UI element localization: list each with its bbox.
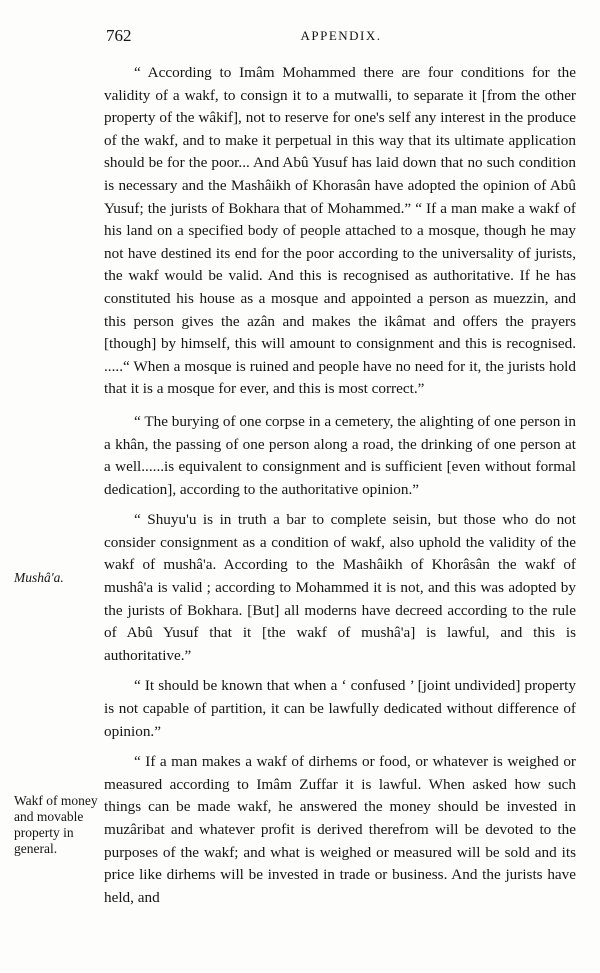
- paragraph-confused-property: “ It should be known that when a ‘ confused ’ [joint undivided] property is not capable of partition, it can be lawfully dedicated without difference of opinion.”: [104, 677, 576, 740]
- paragraph-shuyuu: “ Shuyu'u is in truth a bar to complete seisin, but those who do not consider consignment as a condition of wakf, also uphold the validity of the wakf of mushâ'a. According to the Mashâikh of Khorâsân the wakf of mushâ'a is valid ; according to Mohammed it is not, and this was adopted by the jurists of Bokhara. [But] all moderns have decreed according to the rule of Abû Yusuf that it [the wakf of mushâ'a] is lawful, and this is authoritative.”: [104, 511, 576, 664]
- running-head: APPENDIX.: [300, 28, 382, 43]
- paragraph-conditions-of-wakf: “ According to Imâm Mohammed there are four conditions for the validity of a wakf, to consign it to a mutwalli, to separate it [from the other property of the wâkif], not to reserve for one's self any interest in the produce of the wakf, and to make it perpetual in this way that its ultimate application should be for the poor... And Abû Yusuf has laid down that no such condition is necessary and the Mashâikh of Khorasân have adopted the opinion of Abû Yusuf; the jurists of Bokhara that of Mohammed.” “ If a man make a wakf of his land on a specified body of people attached to a mosque, though he may not have destined its end for the poor according to the universality of jurists, the wakf would be valid. And this is recognised as authoritative. If he has constituted his house as a mosque and appointed a person as muezzin, and this person gives the azân and makes the ikâmat and offers the prayers [though] by himself, this will amount to consignment and this is recognised. .....“ When a mosque is ruined and people have no need for it, the jurists hold that it is a mosque for ever, and this is most correct.”: [104, 64, 576, 398]
- page-number: 762: [106, 26, 132, 45]
- page-header: [106, 26, 576, 46]
- margin-note-musha: Mushâ'a.: [14, 570, 64, 585]
- body-text: [104, 62, 576, 909]
- paragraph-dirhems: “ If a man makes a wakf of dirhems or food, or whatever is weighed or measured according to Imâm Zuffar it is lawful. When asked how such things can be made wakf, he answered the money should be invested in muzâribat and whatever profit is derived therefrom will be devoted to the purposes of the wakf; and what is weighed or measured will be sold and its price like dirhems will be invested in trade or business. And the jurists have held, and: [104, 753, 576, 906]
- margin-note-wakf-of-money: Wakf of money and movable property in general.: [14, 793, 98, 856]
- paragraph-burying-corpse: “ The burying of one corpse in a cemetery, the alighting of one person in a khân, the passing of one person along a road, the drinking of one person at a well......is equivalent to consignment and is sufficient [even without formal dedication], according to the authoritative opinion.”: [104, 412, 576, 498]
